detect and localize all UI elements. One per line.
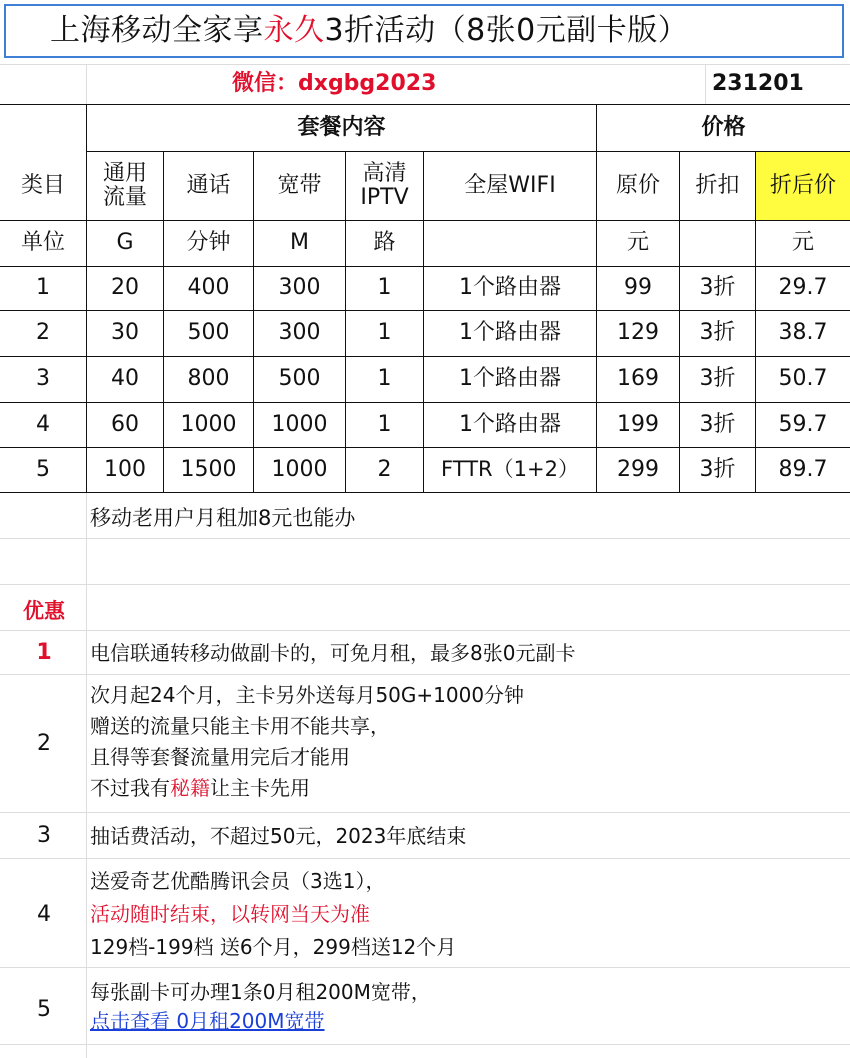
row-iptv: 1: [377, 275, 392, 301]
row-orig: 169: [617, 366, 659, 392]
unit-broadband: M: [290, 230, 309, 256]
row-discount: 3折: [699, 411, 736, 437]
row-wifi: 1个路由器: [459, 275, 561, 301]
row-id: 3: [36, 366, 50, 392]
unit-label: 单位: [20, 230, 65, 256]
offer-text: 每张副卡可办理1条0月租200M宽带，: [90, 980, 431, 1004]
row-discount: 3折: [699, 456, 736, 482]
group-content: 套餐内容: [297, 114, 386, 140]
row-orig: 299: [617, 456, 659, 482]
col-iptv: 高清IPTV: [360, 160, 409, 210]
row-id: 1: [36, 275, 50, 301]
col-broadband: 宽带: [277, 172, 322, 198]
row-broadband: 300: [278, 320, 321, 346]
broadband-link[interactable]: 点击查看 0月租200M宽带: [90, 1009, 325, 1033]
row-broadband: 1000: [271, 456, 328, 482]
col-wifi: 全屋WIFI: [464, 172, 556, 198]
row-iptv: 2: [377, 456, 392, 482]
row-discount: 3折: [699, 366, 736, 392]
row-broadband: 500: [278, 366, 321, 392]
col-category: 类目: [20, 172, 65, 198]
row-talk: 500: [187, 320, 230, 346]
row-final: 59.7: [778, 411, 828, 437]
row-discount: 3折: [699, 275, 736, 301]
row-final: 50.7: [778, 366, 828, 392]
old-user-note: 移动老用户月租加8元也能办: [90, 506, 356, 530]
offer-text: 不过我有秘籍让主卡先用: [90, 776, 310, 800]
doc-code: 231201: [712, 71, 804, 96]
col-orig: 原价: [615, 172, 660, 198]
row-wifi: FTTR（1+2）: [441, 457, 579, 482]
offer-text: 次月起24个月，主卡另外送每月50G+1000分钟: [90, 683, 525, 707]
row-broadband: 1000: [271, 411, 328, 437]
unit-iptv: 路: [373, 230, 396, 256]
row-wifi: 1个路由器: [459, 320, 561, 346]
col-talk: 通话: [186, 172, 231, 198]
row-talk: 1000: [180, 411, 237, 437]
row-data: 30: [111, 320, 139, 346]
offer-text: 电信联通转移动做副卡的，可免月租，最多8张0元副卡: [90, 641, 576, 665]
row-data: 40: [111, 366, 139, 392]
unit-wifi: [424, 221, 596, 266]
offer-text: 送爱奇艺优酷腾讯会员（3选1），: [90, 869, 386, 893]
offer-index: 3: [37, 823, 51, 848]
offer-index: 4: [37, 902, 51, 927]
row-iptv: 1: [377, 320, 392, 346]
offer-text: 活动随时结束，以转网当天为准: [90, 902, 370, 926]
unit-discount: [680, 221, 755, 266]
row-data: 100: [104, 456, 146, 482]
row-id: 2: [36, 320, 50, 346]
row-talk: 400: [187, 275, 230, 301]
offer-text: 129档-199档 送6个月，299档送12个月: [90, 935, 457, 959]
row-orig: 199: [617, 411, 659, 437]
row-data: 60: [111, 411, 139, 437]
row-wifi: 1个路由器: [459, 411, 561, 437]
wechat-id: 微信：dxgbg2023: [232, 71, 437, 96]
offers-title: 优惠: [23, 599, 65, 623]
row-talk: 1500: [180, 456, 237, 482]
row-iptv: 1: [377, 411, 392, 437]
offer-text: 抽话费活动，不超过50元，2023年底结束: [90, 824, 467, 848]
unit-final: 元: [791, 230, 814, 256]
row-orig: 99: [624, 275, 652, 301]
row-iptv: 1: [377, 366, 392, 392]
col-discount: 折扣: [695, 172, 740, 198]
offer-index: 5: [37, 997, 51, 1022]
unit-orig: 元: [626, 230, 649, 256]
row-discount: 3折: [699, 320, 736, 346]
page-title: 上海移动全家享永久3折活动（8张0元副卡版）: [4, 4, 844, 58]
row-data: 20: [111, 275, 139, 301]
row-wifi: 1个路由器: [459, 366, 561, 392]
row-id: 4: [36, 411, 50, 437]
row-id: 5: [36, 456, 50, 482]
col-final: 折后价: [756, 152, 850, 220]
offer-index: 1: [36, 640, 52, 665]
col-data: 通用流量: [102, 160, 147, 210]
row-orig: 129: [617, 320, 659, 346]
group-price: 价格: [701, 114, 746, 140]
row-talk: 800: [187, 366, 230, 392]
offer-text: 赠送的流量只能主卡用不能共享，: [90, 714, 390, 738]
offer-text: 且得等套餐流量用完后才能用: [90, 745, 350, 769]
row-final: 38.7: [778, 320, 828, 346]
unit-data: G: [116, 230, 134, 256]
row-final: 29.7: [778, 275, 828, 301]
offer-index: 2: [37, 731, 51, 756]
row-final: 89.7: [778, 456, 828, 482]
unit-talk: 分钟: [186, 230, 231, 256]
row-broadband: 300: [278, 275, 321, 301]
